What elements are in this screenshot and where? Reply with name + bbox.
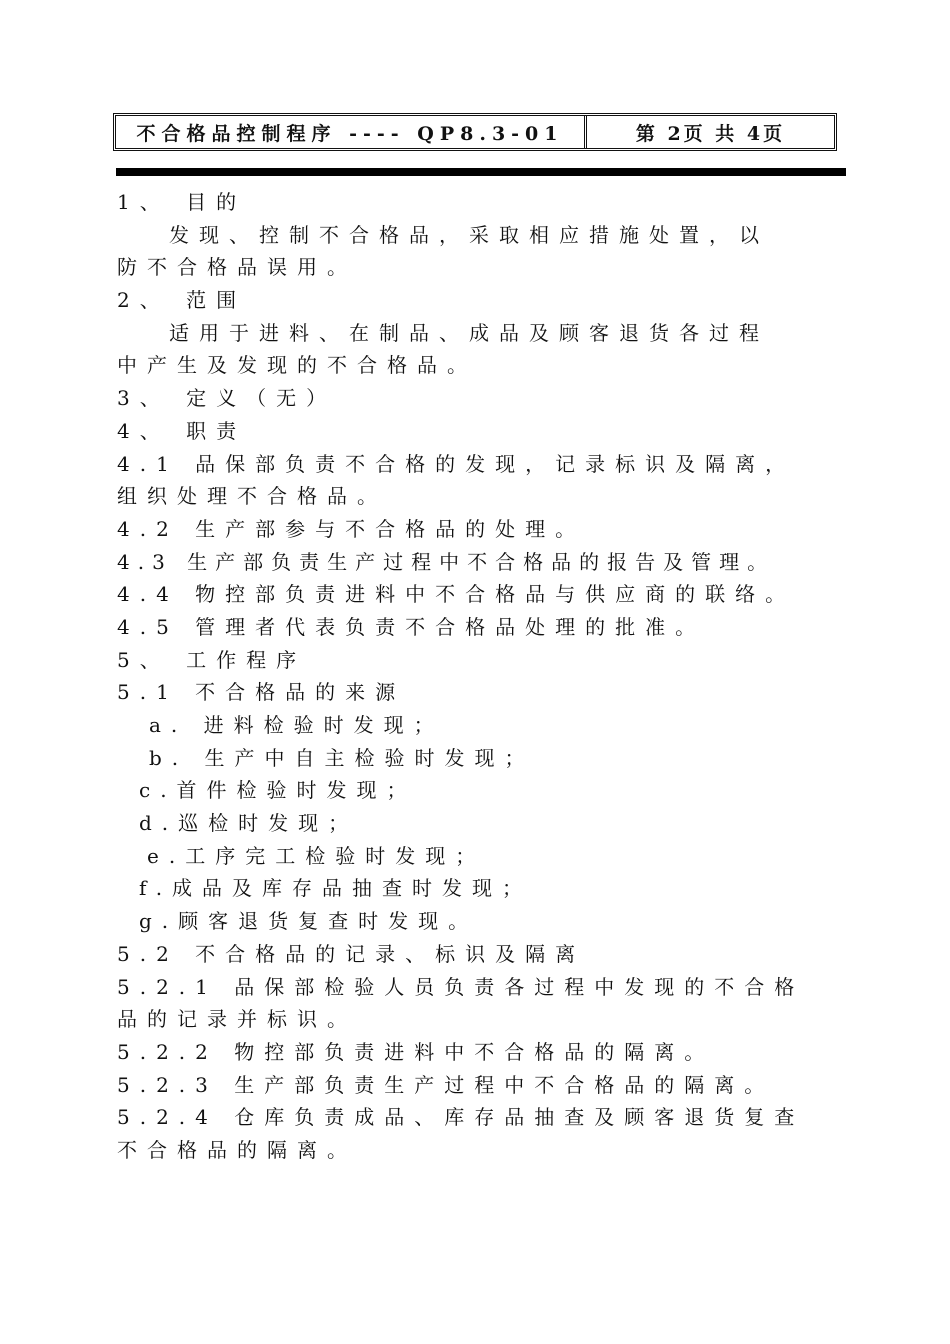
document-header bbox=[113, 113, 837, 151]
paragraph-line: 中产生及发现的不合格品。 bbox=[117, 353, 477, 378]
section-heading: 3、 定义（无） bbox=[117, 386, 337, 411]
paragraph-line: 发现、控制不合格品，采取相应措施处置，以 bbox=[169, 222, 769, 247]
list-item: b. 生产中自主检验时发现； bbox=[149, 745, 535, 770]
clause-line: 5.2.2 物控部负责进料中不合格品的隔离。 bbox=[117, 1039, 715, 1064]
clause-line: 组织处理不合格品。 bbox=[117, 484, 387, 509]
clause-line: 4.1 品保部负责不合格的发现，记录标识及隔离， bbox=[117, 451, 796, 476]
subsection-heading: 5.2 不合格品的记录、标识及隔离 bbox=[117, 941, 586, 966]
section-heading: 5、 工作程序 bbox=[117, 647, 307, 672]
list-item: f.成品及库存品抽查时发现； bbox=[139, 876, 533, 901]
clause-line: 5.2.4 仓库负责成品、库存品抽查及顾客退货复查 bbox=[117, 1105, 805, 1130]
clause-line: 不合格品的隔离。 bbox=[117, 1137, 357, 1162]
clause-line: 4.5 管理者代表负责不合格品处理的批准。 bbox=[117, 614, 706, 639]
clause-line: 4.4 物控部负责进料中不合格品与供应商的联络。 bbox=[117, 582, 796, 607]
document-title: 不合格品控制程序 ---- QP8.3-01 bbox=[136, 122, 564, 145]
clause-line: 4.3 生产部负责生产过程中不合格品的报告及管理。 bbox=[117, 549, 776, 574]
clause-line: 品的记录并标识。 bbox=[117, 1007, 357, 1032]
list-item: a. 进料检验时发现； bbox=[149, 713, 444, 737]
list-item: g.顾客退货复查时发现。 bbox=[139, 909, 479, 934]
document-body bbox=[117, 186, 837, 1167]
clause-line: 5.2.1 品保部检验人员负责各过程中发现的不合格 bbox=[117, 974, 805, 999]
list-item: e.工序完工检验时发现； bbox=[147, 843, 486, 868]
paragraph-line: 适用于进料、在制品、成品及顾客退货各过程 bbox=[169, 320, 769, 345]
page-number: 第 2页 共 4页 bbox=[635, 122, 786, 145]
list-item: c.首件检验时发现； bbox=[139, 778, 417, 803]
section-heading: 4、 职责 bbox=[117, 418, 247, 443]
section-heading: 1、 目的 bbox=[117, 190, 247, 214]
list-item: d.巡检时发现； bbox=[139, 811, 359, 836]
subsection-heading: 5.1 不合格品的来源 bbox=[117, 680, 406, 705]
clause-line: 5.2.3 生产部负责生产过程中不合格品的隔离。 bbox=[117, 1072, 775, 1097]
paragraph-line: 防不合格品误用。 bbox=[117, 255, 357, 280]
clause-line: 4.2 生产部参与不合格品的处理。 bbox=[117, 516, 586, 541]
section-heading: 2、 范围 bbox=[117, 288, 247, 313]
header-rule bbox=[116, 168, 846, 176]
